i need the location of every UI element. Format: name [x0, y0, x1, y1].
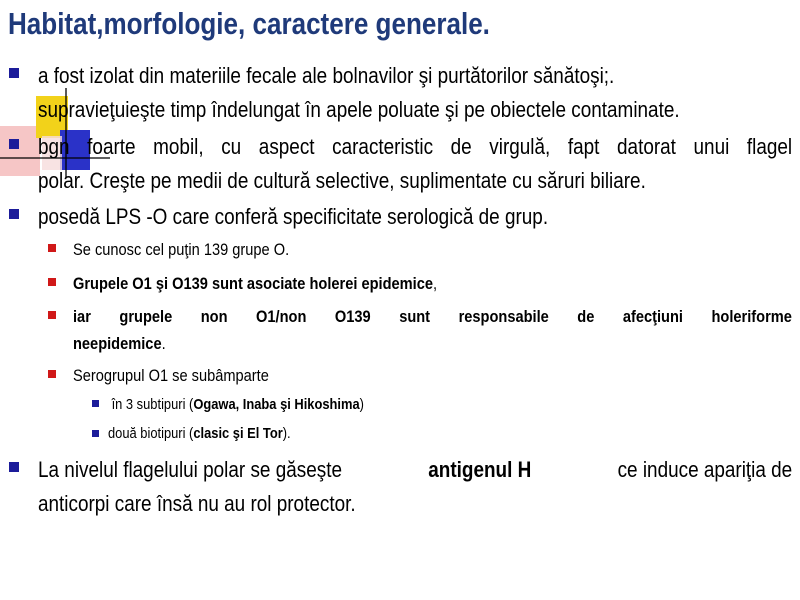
bullet-text-line: anticorpi care însă nu au rol protector. [38, 491, 356, 516]
biotypes-text: ). [282, 425, 291, 442]
bullet-item-antigen-h [38, 453, 792, 521]
sub-sub-bullet-marker [92, 400, 99, 407]
bullet-item-isolation [38, 59, 792, 127]
subtypes-item [108, 392, 406, 418]
bullet-item-morphology [38, 130, 792, 198]
sub-item-text: Se cunosc cel puţin 139 grupe O. [73, 240, 290, 259]
sub-bullet-marker [48, 311, 56, 319]
subtypes-bold-text: Ogawa, Inaba şi Hikoshima [193, 396, 360, 413]
bullet-marker [9, 462, 19, 472]
sub-item-groups-count [73, 236, 324, 263]
sub-item-non-epidemic-groups [73, 303, 792, 357]
sub-item-text: . [161, 334, 166, 353]
bullet-marker [9, 139, 19, 149]
bullet-text-line: polar. Creşte pe medii de cultură selective, suplimentate cu săruri biliare. [38, 168, 646, 193]
bullet-text-line: a fost izolat din materiile fecale ale bolnavilor şi purtătorilor sănătoşi;. [38, 63, 615, 88]
biotypes-item [108, 421, 320, 447]
sub-item-serogroup-o1 [73, 362, 301, 389]
sub-item-bold-text: iar grupele non O1/non O139 sunt responsabile de afecţiuni holeriforme [73, 307, 792, 326]
sub-item-bold-text: Grupele O1 şi O139 sunt asociate holerei epidemice [73, 274, 433, 293]
bullet-marker [9, 209, 19, 219]
bullet-text: La nivelul flagelului polar se găseşte [38, 457, 348, 482]
sub-item-bold-text: neepidemice [73, 334, 162, 353]
bullet-marker [9, 68, 19, 78]
sub-item-text: , [432, 274, 438, 293]
biotypes-text: două biotipuri ( [108, 425, 194, 442]
biotypes-bold-text: clasic şi El Tor [193, 425, 283, 442]
subtypes-text: în 3 subtipuri ( [108, 396, 194, 413]
sub-item-text: Serogrupul O1 se subâmparte [73, 366, 269, 385]
bullet-text-line: posedă LPS -O care conferă specificitate serologică de grup. [38, 204, 549, 229]
bullet-text-line: supravieţuieşte timp îndelungat în apele poluate şi pe obiectele contaminate. [38, 97, 680, 122]
bullet-text-line: bgn foarte mobil, cu aspect caracteristic de virgulă, fapt datorat unui flagel [38, 134, 793, 159]
sub-bullet-marker [48, 244, 56, 252]
pink-square [0, 126, 40, 176]
subtypes-text: ) [359, 396, 364, 413]
sub-sub-bullet-marker [92, 430, 99, 437]
sub-bullet-marker [48, 278, 56, 286]
bullet-bold-text: antigenul H [428, 457, 532, 482]
page-title: Habitat,morfologie, caractere generale. [8, 6, 490, 41]
bullet-item-lps [38, 200, 631, 234]
sub-item-epidemic-groups [73, 270, 496, 297]
sub-bullet-marker [48, 370, 56, 378]
bullet-text: ce induce apariţia de [612, 457, 793, 482]
